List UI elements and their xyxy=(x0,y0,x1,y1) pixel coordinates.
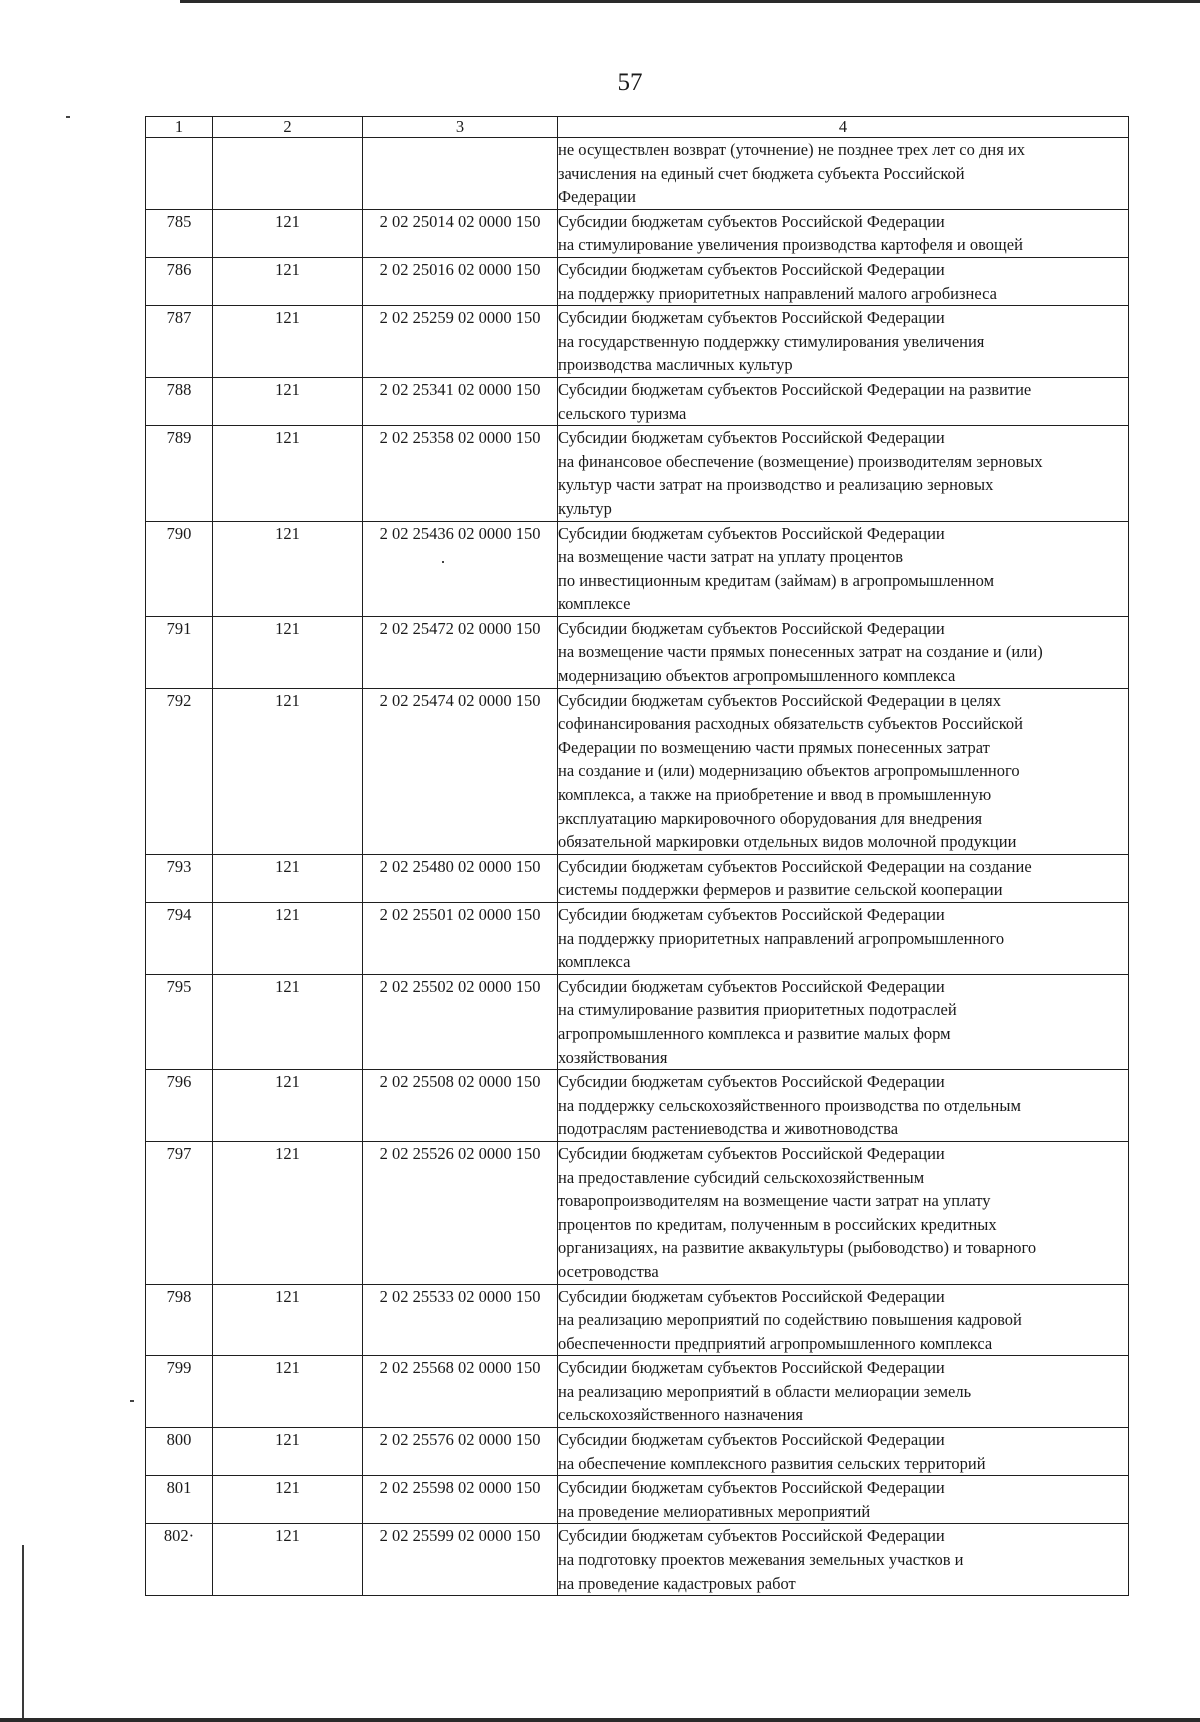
description-line: Субсидии бюджетам субъектов Российской Федерации xyxy=(558,905,945,924)
admin-code-cell: 121 xyxy=(213,1141,363,1284)
column-header: 3 xyxy=(363,117,558,138)
description-cell xyxy=(558,257,1129,305)
description-line: Субсидии бюджетам субъектов Российской Федерации xyxy=(558,259,945,279)
description-cell xyxy=(558,1428,1129,1476)
header-row xyxy=(146,117,1129,138)
description-cell xyxy=(558,306,1129,378)
description-line: Субсидии бюджетам субъектов Российской Федерации xyxy=(558,1286,945,1306)
description-cell xyxy=(558,1070,1129,1142)
admin-code-cell: 121 xyxy=(213,688,363,854)
description-line: обязательной маркировки отдельных видов молочной продукции xyxy=(558,832,1017,852)
description-line: производства масличных культур xyxy=(558,355,793,375)
budget-code-cell: 2 02 25599 02 0000 150 xyxy=(363,1524,558,1596)
table-row xyxy=(146,1356,1129,1428)
description-line: Субсидии бюджетам субъектов Российской Федерации xyxy=(558,428,945,448)
description-line: модернизацию объектов агропромышленного комплекса xyxy=(558,666,956,686)
scan-speck xyxy=(66,116,70,118)
admin-code-cell xyxy=(213,138,363,210)
table-row xyxy=(146,1070,1129,1142)
description-line: на поддержку приоритетных направлений агропромышленного xyxy=(558,928,1005,948)
description-cell xyxy=(558,1356,1129,1428)
description-line: комплексе xyxy=(558,594,631,614)
row-number-cell: 795 xyxy=(146,974,213,1069)
admin-code-cell: 121 xyxy=(213,521,363,616)
admin-code-cell: 121 xyxy=(213,257,363,305)
description-line: культур части затрат на производство и реализацию зерновых xyxy=(558,475,994,495)
admin-code-cell: 121 xyxy=(213,426,363,521)
table-row xyxy=(146,903,1129,975)
row-number-cell: 787 xyxy=(146,306,213,378)
description-line: агропромышленного комплекса и развитие малых форм xyxy=(558,1023,951,1043)
description-line: софинансирования расходных обязательств субъектов Российской xyxy=(558,714,1023,734)
description-line: на финансовое обеспечение (возмещение) производителям зерновых xyxy=(558,451,1043,471)
budget-code-cell: 2 02 25568 02 0000 150 xyxy=(363,1356,558,1428)
budget-code-cell: 2 02 25501 02 0000 150 xyxy=(363,903,558,975)
description-line: товаропроизводителям на возмещение части затрат на уплату xyxy=(558,1191,991,1211)
description-line: на проведение кадастровых работ xyxy=(558,1573,796,1593)
description-line: Субсидии бюджетам субъектов Российской Федерации на создание xyxy=(558,856,1032,876)
table-row xyxy=(146,521,1129,616)
admin-code-cell: 121 xyxy=(213,377,363,425)
description-line: сельскохозяйственного назначения xyxy=(558,1405,803,1425)
table-row xyxy=(146,257,1129,305)
table-row xyxy=(146,377,1129,425)
description-cell xyxy=(558,688,1129,854)
description-line: Субсидии бюджетам субъектов Российской Федерации xyxy=(558,211,945,231)
budget-code-cell: 2 02 25526 02 0000 150 xyxy=(363,1141,558,1284)
description-cell xyxy=(558,903,1129,975)
description-line: на обеспечение комплексного развития сельских территорий xyxy=(558,1453,986,1473)
row-number-cell: 796 xyxy=(146,1070,213,1142)
description-line: на возмещение части прямых понесенных затрат на создание и (или) xyxy=(558,642,1043,662)
budget-code-cell: 2 02 25358 02 0000 150 xyxy=(363,426,558,521)
budget-code-cell: 2 02 25508 02 0000 150 xyxy=(363,1070,558,1142)
budget-code-cell: 2 02 25474 02 0000 150 xyxy=(363,688,558,854)
description-line: Субсидии бюджетам субъектов Российской Федерации xyxy=(558,618,945,638)
description-line: эксплуатацию маркировочного оборудования для внедрения xyxy=(558,808,983,828)
row-number-cell: 789 xyxy=(146,426,213,521)
admin-code-cell: 121 xyxy=(213,209,363,257)
description-line: Субсидии бюджетам субъектов Российской Федерации на развитие xyxy=(558,379,1032,399)
table-row xyxy=(146,138,1129,210)
row-number-cell: 802· xyxy=(146,1524,213,1596)
row-number-cell: 800 xyxy=(146,1428,213,1476)
admin-code-cell: 121 xyxy=(213,616,363,688)
description-cell xyxy=(558,377,1129,425)
description-line: комплекса, а также на приобретение и ввод в промышленную xyxy=(558,785,992,805)
description-cell xyxy=(558,426,1129,521)
table-row xyxy=(146,616,1129,688)
description-line: на поддержку сельскохозяйственного производства по отдельным xyxy=(558,1095,1021,1115)
budget-code-cell: 2 02 25014 02 0000 150 xyxy=(363,209,558,257)
description-line: системы поддержки фермеров и развитие сельской кооперации xyxy=(558,880,1003,900)
description-line: на предоставление субсидий сельскохозяйственным xyxy=(558,1167,925,1187)
column-header: 1 xyxy=(146,117,213,138)
budget-code-cell: 2 02 25341 02 0000 150 xyxy=(363,377,558,425)
table-row xyxy=(146,1284,1129,1356)
description-line: осетроводства xyxy=(558,1261,659,1281)
description-cell xyxy=(558,209,1129,257)
description-line: на подготовку проектов межевания земельных участков и xyxy=(558,1550,964,1570)
budget-code-cell: 2 02 25502 02 0000 150 xyxy=(363,974,558,1069)
description-line: на проведение мелиоративных мероприятий xyxy=(558,1501,871,1521)
description-line: на реализацию мероприятий в области мелиорации земель xyxy=(558,1381,972,1401)
description-cell xyxy=(558,616,1129,688)
description-line: на государственную поддержку стимулирования увеличения xyxy=(558,331,985,351)
row-number-cell: 791 xyxy=(146,616,213,688)
description-cell xyxy=(558,521,1129,616)
row-number-cell: 792 xyxy=(146,688,213,854)
description-line: Субсидии бюджетам субъектов Российской Федерации xyxy=(558,523,945,543)
admin-code-cell: 121 xyxy=(213,1476,363,1524)
description-line: на стимулирование развития приоритетных подотраслей xyxy=(558,1000,957,1020)
table-row xyxy=(146,974,1129,1069)
budget-code-cell xyxy=(363,138,558,210)
scan-edge-left xyxy=(22,1545,24,1722)
scan-speck xyxy=(130,1400,134,1402)
column-header: 2 xyxy=(213,117,363,138)
description-line: Субсидии бюджетам субъектов Российской Федерации xyxy=(558,1072,945,1092)
row-number-cell: 788 xyxy=(146,377,213,425)
admin-code-cell: 121 xyxy=(213,903,363,975)
row-number-cell: 786 xyxy=(146,257,213,305)
description-line: сельского туризма xyxy=(558,403,687,423)
description-cell xyxy=(558,1476,1129,1524)
admin-code-cell: 121 xyxy=(213,1356,363,1428)
description-line: Субсидии бюджетам субъектов Российской Федерации xyxy=(558,1358,945,1378)
table-row xyxy=(146,426,1129,521)
admin-code-cell: 121 xyxy=(213,974,363,1069)
column-header: 4 xyxy=(558,117,1129,138)
description-line: Субсидии бюджетам субъектов Российской Федерации xyxy=(558,1478,945,1498)
description-line: на создание и (или) модернизацию объектов агропромышленного xyxy=(558,761,1020,781)
admin-code-cell: 121 xyxy=(213,1284,363,1356)
description-line: обеспеченности предприятий агропромышленного комплекса xyxy=(558,1333,993,1353)
row-number-cell: 801 xyxy=(146,1476,213,1524)
admin-code-cell: 121 xyxy=(213,854,363,902)
budget-code-cell: 2 02 25016 02 0000 150 xyxy=(363,257,558,305)
table-row xyxy=(146,1524,1129,1596)
description-line: не осуществлен возврат (уточнение) не позднее трех лет со дня их xyxy=(558,140,1026,159)
description-cell xyxy=(558,974,1129,1069)
budget-code-cell: 2 02 25259 02 0000 150 xyxy=(363,306,558,378)
description-cell xyxy=(558,1141,1129,1284)
description-line: организациях, на развитие аквакультуры (рыбоводство) и товарного xyxy=(558,1238,1037,1258)
row-number-cell xyxy=(146,138,213,210)
table-row xyxy=(146,688,1129,854)
row-number-cell: 799 xyxy=(146,1356,213,1428)
table-row xyxy=(146,306,1129,378)
admin-code-cell: 121 xyxy=(213,306,363,378)
row-number-cell: 790 xyxy=(146,521,213,616)
description-line: комплекса xyxy=(558,952,631,972)
description-line: на поддержку приоритетных направлений малого агробизнеса xyxy=(558,283,997,303)
budget-code-cell: 2 02 25480 02 0000 150 xyxy=(363,854,558,902)
row-number-cell: 794 xyxy=(146,903,213,975)
row-number-cell: 798 xyxy=(146,1284,213,1356)
budget-code-cell: 2 02 25576 02 0000 150 xyxy=(363,1428,558,1476)
budget-code-cell: 2 02 25598 02 0000 150 xyxy=(363,1476,558,1524)
description-line: Субсидии бюджетам субъектов Российской Федерации xyxy=(558,1526,945,1546)
description-cell xyxy=(558,138,1129,210)
description-line: на стимулирование увеличения производства картофеля и овощей xyxy=(558,235,1023,255)
description-line: культур xyxy=(558,498,612,518)
table-row xyxy=(146,1428,1129,1476)
description-line: зачисления на единый счет бюджета субъекта Российской xyxy=(558,163,965,183)
budget-code-cell: 2 02 25533 02 0000 150 xyxy=(363,1284,558,1356)
table-row xyxy=(146,209,1129,257)
row-number-cell: 797 xyxy=(146,1141,213,1284)
description-line: Субсидии бюджетам субъектов Российской Федерации в целях xyxy=(558,690,1002,710)
table-row xyxy=(146,1141,1129,1284)
row-number-cell: 785 xyxy=(146,209,213,257)
budget-codes-table xyxy=(145,116,1129,1596)
description-line: Субсидии бюджетам субъектов Российской Федерации xyxy=(558,1430,945,1450)
admin-code-cell: 121 xyxy=(213,1070,363,1142)
description-cell xyxy=(558,1524,1129,1596)
table-row xyxy=(146,1476,1129,1524)
description-line: Субсидии бюджетам субъектов Российской Федерации xyxy=(558,1143,945,1163)
description-line: по инвестиционным кредитам (займам) в агропромышленном xyxy=(558,570,995,590)
description-cell xyxy=(558,1284,1129,1356)
page-number: 57 xyxy=(617,69,643,96)
scan-edge-top xyxy=(180,0,1200,3)
description-cell xyxy=(558,854,1129,902)
description-line: Субсидии бюджетам субъектов Российской Федерации xyxy=(558,976,945,996)
budget-code-cell: 2 02 25472 02 0000 150 xyxy=(363,616,558,688)
table-row xyxy=(146,854,1129,902)
description-line: подотраслям растениеводства и животноводства xyxy=(558,1119,899,1139)
budget-code-cell: 2 02 25436 02 0000 150 xyxy=(363,521,558,616)
description-line: Субсидии бюджетам субъектов Российской Федерации xyxy=(558,308,945,328)
description-line: на реализацию мероприятий по содействию повышения кадровой xyxy=(558,1310,1022,1330)
description-line: Федерации по возмещению части прямых понесенных затрат xyxy=(558,737,990,757)
description-line: на возмещение части затрат на уплату процентов xyxy=(558,547,904,567)
table-body xyxy=(146,138,1129,1596)
scan-edge-bottom xyxy=(0,1718,1200,1722)
row-number-cell: 793 xyxy=(146,854,213,902)
admin-code-cell: 121 xyxy=(213,1524,363,1596)
admin-code-cell: 121 xyxy=(213,1428,363,1476)
description-line: хозяйствования xyxy=(558,1047,668,1067)
description-line: процентов по кредитам, полученным в российских кредитных xyxy=(558,1214,997,1234)
description-line: Федерации xyxy=(558,187,636,207)
